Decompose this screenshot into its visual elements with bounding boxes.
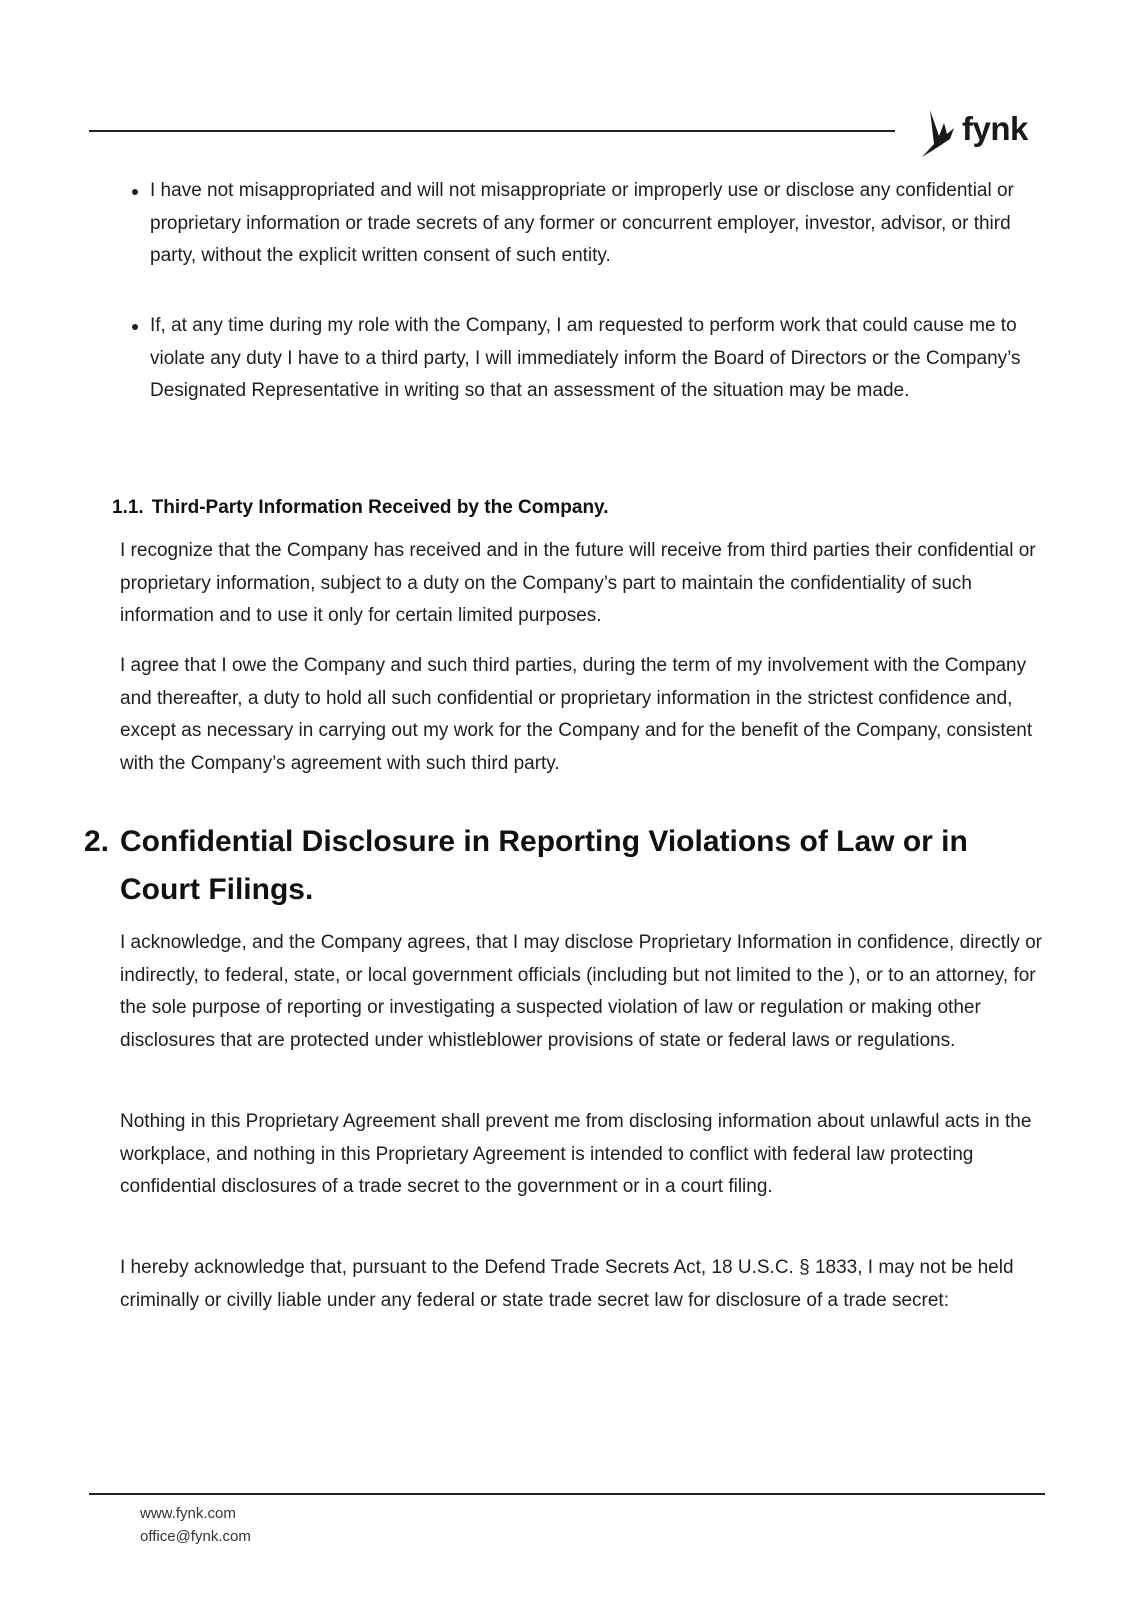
paragraph <box>120 1106 1050 1204</box>
list-item <box>150 175 1050 273</box>
section-2-heading <box>84 818 1044 914</box>
bullet-text: If, at any time during my role with the Company, I am requested to perform work that could cause me to violate any duty I have to a third party, I will immediately inform the Board of Directors or the Company’s Designated Representative in writing so that an assessment of the situation may be made. <box>150 315 1021 401</box>
paragraph-text: I hereby acknowledge that, pursuant to the Defend Trade Secrets Act, 18 U.S.C. § 1833, I may not be held criminally or civilly liable under any federal or state trade secret law for disclosure of a trade secret: <box>120 1257 1014 1311</box>
paragraph-text: I recognize that the Company has received and in the future will receive from third parties their confidential or proprietary information, subject to a duty on the Company’s part to maintain the confidentiality of such information and to use it only for certain limited purposes. <box>120 540 1036 626</box>
paragraph <box>120 927 1050 1057</box>
list-item <box>150 310 1050 408</box>
brand-name: fynk <box>962 110 1028 147</box>
section-title: Confidential Disclosure in Reporting Violations of Law or in Court Filings. <box>120 825 968 906</box>
footer-website: www.fynk.com <box>140 1505 236 1522</box>
paragraph-text: I agree that I owe the Company and such third parties, during the term of my involvement with the Company and thereafter, a duty to hold all such confidential or proprietary information in the strictest confidence and, except as necessary in carrying out my work for the Company and for the benefit of the Company, consistent with the Company’s agreement with such third party. <box>120 655 1033 774</box>
section-number: 1.1. <box>112 497 144 518</box>
paragraph <box>120 1252 1050 1317</box>
footer-divider <box>89 1493 1045 1495</box>
paragraph-text: I acknowledge, and the Company agrees, that I may disclose Proprietary Information in confidence, directly or indirectly, to federal, state, or local government officials (including but not limited to the ), or to an attorney, for the sole purpose of reporting or investigating a suspected violation of law or regulation or making other disclosures that are protected under whistleblower provisions of state or federal laws or regulations. <box>120 932 1042 1051</box>
footer-email: office@fynk.com <box>140 1528 251 1545</box>
bullet-text: I have not misappropriated and will not misappropriate or improperly use or disclose any confidential or proprietary information or trade secrets of any former or concurrent employer, investor, advisor, or third party, without the explicit written consent of such entity. <box>150 180 1014 266</box>
paragraph <box>120 535 1050 633</box>
fynk-logo <box>920 104 1028 160</box>
section-title: Third-Party Information Received by the Company. <box>151 497 609 518</box>
paragraph <box>120 650 1050 780</box>
section-number: 2. <box>84 825 110 858</box>
fynk-bird-icon <box>920 106 958 158</box>
header-divider <box>89 130 895 132</box>
section-1-1-heading <box>112 497 608 519</box>
paragraph-text: Nothing in this Proprietary Agreement shall prevent me from disclosing information about unlawful acts in the workplace, and nothing in this Proprietary Agreement is intended to conflict with federal law protecting confidential disclosures of a trade secret to the government or in a court filing. <box>120 1111 1032 1197</box>
footer <box>140 1502 251 1548</box>
